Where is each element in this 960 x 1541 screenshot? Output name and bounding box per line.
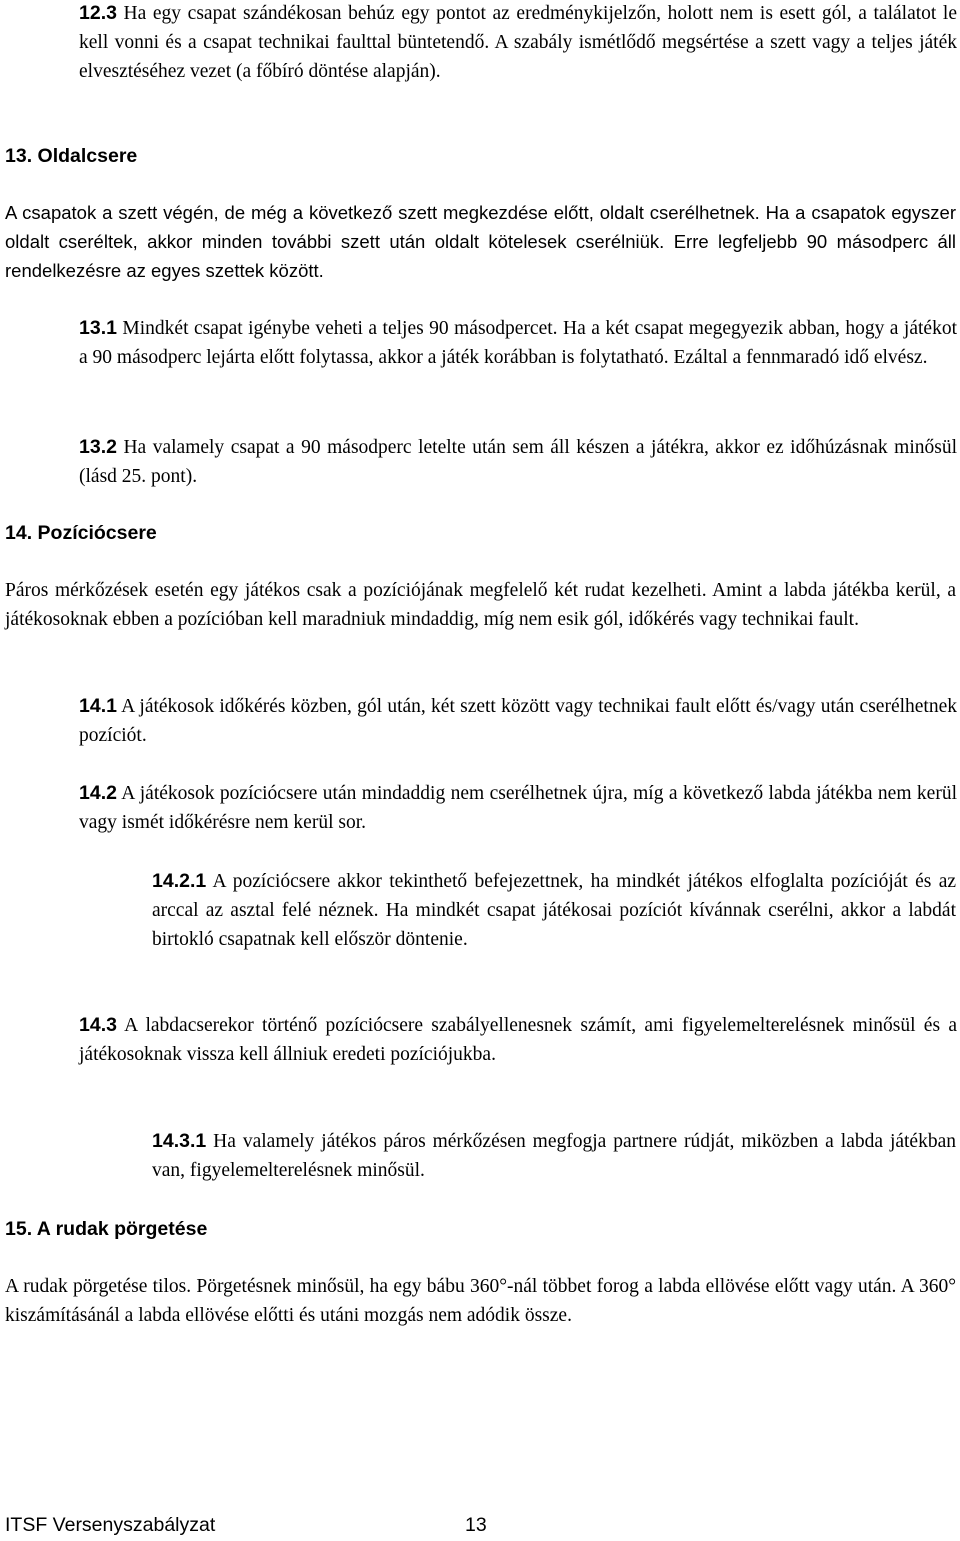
paragraph-14-1 <box>79 692 957 750</box>
section-number: 14.3 <box>79 1014 117 1036</box>
section-number: 12.3 <box>79 2 117 24</box>
page-footer <box>5 1511 487 1540</box>
section-heading-13: 13. Oldalcsere <box>5 145 138 167</box>
section-number: 14.3.1 <box>152 1130 207 1152</box>
section-number: 14.2.1 <box>152 870 207 892</box>
section-number: 14.2 <box>79 782 117 804</box>
paragraph-text: Ha valamely csapat a 90 másodperc letelte után sem áll készen a játékra, akkor ez időhúzásnak minősül (lásd 25. pont). <box>79 437 957 487</box>
section-number: 13.1 <box>79 317 117 339</box>
paragraph-14-2 <box>79 779 957 837</box>
paragraph-13-2 <box>79 433 957 491</box>
section-number: 13.2 <box>79 436 117 458</box>
page-number: 13 <box>465 1514 487 1536</box>
paragraph-text: A labdacserekor történő pozíciócsere szabályellenesnek számít, ami figyelemelterelésnek minősül és a játékosoknak vissza kell állniuk eredeti pozíciójukba. <box>79 1015 957 1065</box>
paragraph-text: Ha valamely játékos páros mérkőzésen megfogja partnere rúdját, miközben a labda játékban van, figyelemelterelésnek minősül. <box>152 1131 956 1181</box>
paragraph-13-intro: A csapatok a szett végén, de még a következő szett megkezdése előtt, oldalt cserélhetnek. Ha a csapatok egyszer oldalt cseréltek, akkor minden további szett után oldalt kötelesek cserélniük. Erre legfeljebb 90 másodperc áll rendelkezésre az egyes szettek között. <box>5 202 956 281</box>
paragraph-text: Ha egy csapat szándékosan behúz egy pontot az eredménykijelzőn, holott nem is esett gól, a találatot le kell vonni és a csapat technikai faulttal büntetendő. A szabály ismétlődő megsértése a szett vagy a teljes játék elvesztéséhez vezet (a főbíró döntése alapján). <box>79 3 957 82</box>
paragraph-text: A játékosok pozíciócsere után mindaddig nem cserélhetnek újra, míg a következő labda játékba nem kerül vagy ismét időkérésre nem kerül sor. <box>79 783 957 833</box>
paragraph-15-intro: A rudak pörgetése tilos. Pörgetésnek minősül, ha egy bábu 360°-nál többet forog a labda ellövése előtt vagy után. A 360° kiszámításánál a labda ellövése előtti és utáni mozgás nem adódik össze. <box>5 1276 956 1326</box>
paragraph-14-2-1 <box>152 867 956 954</box>
paragraph-text: A játékosok időkérés közben, gól után, két szett között vagy technikai fault előtt és/vagy után cserélhetnek pozíciót. <box>79 696 957 746</box>
section-heading-14: 14. Pozíciócsere <box>5 522 157 544</box>
paragraph-text: A pozíciócsere akkor tekinthető befejezettnek, ha mindkét játékos elfoglalta pozícióját és az arccal az asztal felé néznek. Ha mindkét csapat játékosai pozíciót kívánnak cserélni, akkor a labdát birtokló csapatnak kell először döntenie. <box>152 871 956 950</box>
paragraph-14-3 <box>79 1011 957 1069</box>
section-heading-15: 15. A rudak pörgetése <box>5 1218 208 1240</box>
paragraph-text: Mindkét csapat igénybe veheti a teljes 90 másodpercet. Ha a két csapat megegyezik abban, hogy a játékot a 90 másodperc lejárta előtt folytassa, akkor a játék korábban is folytatható. Ezáltal a fennmaradó idő elvész. <box>79 318 957 368</box>
paragraph-12-3 <box>79 0 957 86</box>
paragraph-14-3-1 <box>152 1127 956 1185</box>
footer-title: ITSF Versenyszabályzat <box>5 1514 216 1536</box>
section-number: 14.1 <box>79 695 117 717</box>
paragraph-14-intro: Páros mérkőzések esetén egy játékos csak a pozíciójának megfelelő két rudat kezelheti. Amint a labda játékba kerül, a játékosoknak ebben a pozícióban kell maradniuk mindaddig, míg nem esik gól, időkérés vagy technikai fault. <box>5 580 956 630</box>
paragraph-13-1 <box>79 314 957 372</box>
